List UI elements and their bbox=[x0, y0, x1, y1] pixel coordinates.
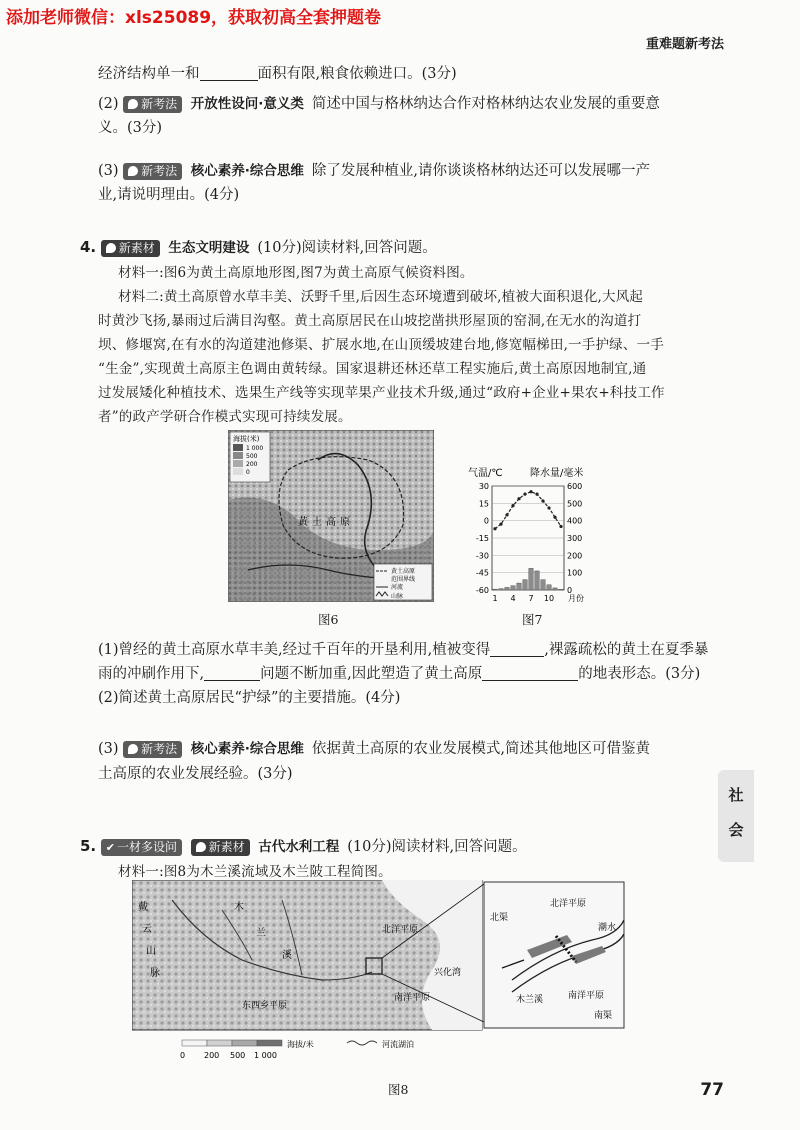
chart-y2-label: 降水量/毫米 bbox=[530, 468, 584, 479]
q4-material1: 材料一:图6为黄土高原地形图,图7为黄土高原气候资料图。 bbox=[118, 265, 474, 281]
q5-material1: 材料一:图8为木兰溪流域及木兰陂工程简图。 bbox=[118, 864, 392, 880]
precip-bar bbox=[541, 580, 545, 590]
q4-material2-l6: 者”的政产学研合作模式实现可持续发展。 bbox=[98, 409, 352, 425]
scale-value: 1 000 bbox=[254, 1051, 277, 1060]
q4-heading: 4. 新素材 生态文明建设 (10分)阅读材料,回答问题。 bbox=[80, 238, 437, 256]
fig6-legend-value: 0 bbox=[246, 469, 250, 476]
lightbulb-icon bbox=[128, 99, 138, 109]
river-label: 溪 bbox=[282, 950, 292, 961]
range-label: 戴 bbox=[138, 902, 148, 913]
dongxi-plain-label: 东西乡平原 bbox=[242, 1001, 288, 1011]
figure-6-map bbox=[228, 430, 434, 602]
scale-value: 0 bbox=[180, 1051, 186, 1060]
q4-material2-l3: 坝、修堰窝,在有水的沟道建池修渠、扩展水地,在山顶缓坡建台地,修宽幅梯田,一手护绿、一手 bbox=[98, 337, 664, 353]
inset-canal-north: 北渠 bbox=[490, 913, 509, 923]
fig6-key: 范围界线 bbox=[391, 576, 416, 583]
lightbulb-icon bbox=[106, 243, 116, 253]
page-number: 77 bbox=[700, 1080, 724, 1100]
fig6-legend-title: 海拔(米) bbox=[233, 435, 260, 443]
figure-6-caption: 图6 bbox=[318, 612, 339, 627]
x-axis-label: 月份 bbox=[568, 594, 584, 603]
figure-7-caption: 图7 bbox=[522, 612, 543, 627]
new-method-tag: 新考法 bbox=[123, 741, 182, 758]
y2-tick-label: 300 bbox=[567, 534, 583, 543]
precip-bar bbox=[499, 589, 503, 590]
q4-material2-l2: 时黄沙飞扬,暴雨过后满目沟壑。黄土高原居民在山坡挖凿拱形屋顶的窑洞,在无水的沟道打 bbox=[98, 313, 642, 329]
lightbulb-icon bbox=[128, 744, 138, 754]
running-head: 重难题新考法 bbox=[645, 37, 724, 52]
temperature-point bbox=[505, 513, 508, 516]
y1-tick-label: 30 bbox=[478, 482, 489, 491]
precip-bar bbox=[547, 585, 551, 590]
figure-7-climate-chart bbox=[458, 464, 608, 606]
q3-part2: (2) 新考法 开放性设问·意义类 简述中国与格林纳达合作对格林纳达农业发展的重要意 bbox=[98, 96, 660, 112]
temperature-point bbox=[559, 525, 562, 528]
precip-bar bbox=[511, 586, 515, 590]
q4-part3: (3) 新考法 核心素养·综合思维 依据黄土高原的农业发展模式,简述其他地区可借鉴黄 bbox=[98, 741, 651, 757]
new-method-tag: 新考法 bbox=[123, 163, 182, 180]
inset-canal-south: 南渠 bbox=[594, 1011, 613, 1021]
x-tick-label: 7 bbox=[528, 594, 534, 603]
temperature-line bbox=[495, 492, 561, 529]
fig6-key: 黄土高原 bbox=[391, 568, 416, 575]
precip-bar bbox=[505, 587, 509, 590]
y2-tick-label: 0 bbox=[567, 586, 573, 595]
q3-part3-cont: 业,请说明理由。(4分) bbox=[98, 187, 240, 203]
range-label: 云 bbox=[142, 924, 152, 935]
precip-bar bbox=[523, 580, 527, 590]
temperature-point bbox=[553, 516, 556, 519]
temperature-point bbox=[511, 504, 514, 507]
river-label: 木 bbox=[234, 902, 244, 913]
precip-bar bbox=[559, 589, 563, 590]
q5-heading: 5. ✔ 一材多设问 新素材 古代水利工程 (10分)阅读材料,回答问题。 bbox=[80, 837, 527, 855]
temperature-point bbox=[523, 492, 526, 495]
fig6-legend-value: 1 000 bbox=[246, 445, 264, 452]
scale-legend: 河流湖泊 bbox=[382, 1040, 414, 1049]
temperature-point bbox=[517, 497, 520, 500]
temperature-point bbox=[493, 527, 496, 530]
lightbulb-icon bbox=[128, 166, 138, 176]
figure-8-caption: 图8 bbox=[388, 1082, 409, 1097]
y1-tick-label: 0 bbox=[483, 516, 489, 526]
precip-bar bbox=[553, 588, 557, 590]
fig6-key: 山脉 bbox=[391, 593, 404, 600]
new-material-tag: 新素材 bbox=[191, 839, 250, 856]
river-label: 兰 bbox=[256, 928, 266, 939]
q4-material2-l4: “生金”,实现黄土高原主色调由黄转绿。国家退耕还林还草工程实施后,黄土高原因地制宜,通 bbox=[98, 361, 647, 377]
scale-unit: 海拔/米 bbox=[287, 1040, 314, 1049]
inset-flow-label: 潮水 bbox=[598, 923, 617, 933]
q4-material2-l1: 材料二:黄土高原曾水草丰美、沃野千里,后因生态环境遭到破坏,植被大面积退化,大风起 bbox=[118, 289, 644, 305]
y1-tick-label: 15 bbox=[478, 499, 489, 509]
checkmark-icon: ✔ bbox=[105, 841, 115, 854]
y2-tick-label: 500 bbox=[567, 499, 583, 509]
fig6-legend-value: 500 bbox=[246, 453, 258, 460]
scale-value: 500 bbox=[230, 1051, 246, 1060]
fig6-plateau-label: 黄土高原 bbox=[298, 517, 354, 528]
q4-part1-cont: 雨的冲刷作用下, 问题不断加重,因此塑造了黄土高原 的地表形态。(3分) bbox=[98, 666, 701, 682]
y1-tick-label: -30 bbox=[475, 551, 489, 561]
q4-part3-cont: 土高原的农业发展经验。(3分) bbox=[98, 766, 293, 782]
y1-tick-label: -60 bbox=[475, 586, 489, 595]
section-side-tab: 社 会 bbox=[718, 770, 754, 862]
y2-tick-label: 600 bbox=[567, 482, 583, 491]
q3-part3: (3) 新考法 核心素养·综合思维 除了发展种植业,请你谈谈格林纳达还可以发展哪一产 bbox=[98, 163, 651, 179]
north-plain-label: 北洋平原 bbox=[382, 925, 419, 935]
temperature-point bbox=[541, 499, 544, 502]
temperature-point bbox=[547, 506, 550, 509]
temperature-point bbox=[529, 490, 532, 493]
x-tick-label: 10 bbox=[543, 594, 555, 603]
y1-tick-label: -45 bbox=[475, 568, 489, 578]
inset-south-label: 南洋平原 bbox=[568, 991, 605, 1001]
chart-y1-label: 气温/℃ bbox=[468, 468, 503, 479]
lightbulb-icon bbox=[196, 842, 206, 852]
q4-material2-l5: 过发展矮化种植技术、选果生产线等实现苹果产业技术升级,通过“政府+企业+果农+科技工作 bbox=[98, 385, 665, 401]
q3-part2-cont: 义。(3分) bbox=[98, 120, 163, 136]
precip-bar bbox=[535, 571, 539, 590]
new-method-tag: 新考法 bbox=[123, 96, 182, 113]
new-material-tag: 新素材 bbox=[101, 240, 160, 257]
y1-tick-label: -15 bbox=[475, 534, 489, 543]
temperature-point bbox=[535, 492, 538, 495]
y2-tick-label: 100 bbox=[567, 568, 583, 578]
precip-bar bbox=[493, 589, 497, 590]
figure-8-map bbox=[132, 880, 626, 1076]
y2-tick-label: 400 bbox=[567, 516, 583, 526]
precip-bar bbox=[529, 568, 533, 590]
scale-value: 200 bbox=[204, 1051, 220, 1060]
y2-tick-label: 200 bbox=[567, 551, 583, 561]
inset-river-label: 木兰溪 bbox=[516, 995, 544, 1005]
range-label: 脉 bbox=[150, 968, 160, 979]
q4-part2: (2)简述黄土高原居民“护绿”的主要措施。(4分) bbox=[98, 690, 401, 706]
multi-question-tag: ✔ 一材多设问 bbox=[101, 839, 182, 856]
fig6-legend-value: 200 bbox=[246, 461, 258, 468]
precip-bar bbox=[517, 583, 521, 590]
fig6-key: 河流 bbox=[391, 584, 404, 591]
inset-north-label: 北洋平原 bbox=[550, 899, 587, 909]
ad-banner: 添加老师微信：xls25089，获取初高全套押题卷 bbox=[6, 8, 382, 28]
x-tick-label: 1 bbox=[492, 594, 498, 603]
q4-part1: (1)曾经的黄土高原水草丰美,经过千百年的开垦利用,植被变得 ,裸露疏松的黄土在夏季暴 bbox=[98, 642, 709, 658]
temperature-point bbox=[499, 523, 502, 526]
south-plain-label: 南洋平原 bbox=[394, 993, 431, 1003]
q3-line1: 经济结构单一和 面积有限,粮食依赖进口。(3分) bbox=[98, 66, 457, 82]
bay-label: 兴化湾 bbox=[434, 968, 462, 978]
range-label: 山 bbox=[146, 946, 156, 957]
x-tick-label: 4 bbox=[510, 594, 516, 603]
